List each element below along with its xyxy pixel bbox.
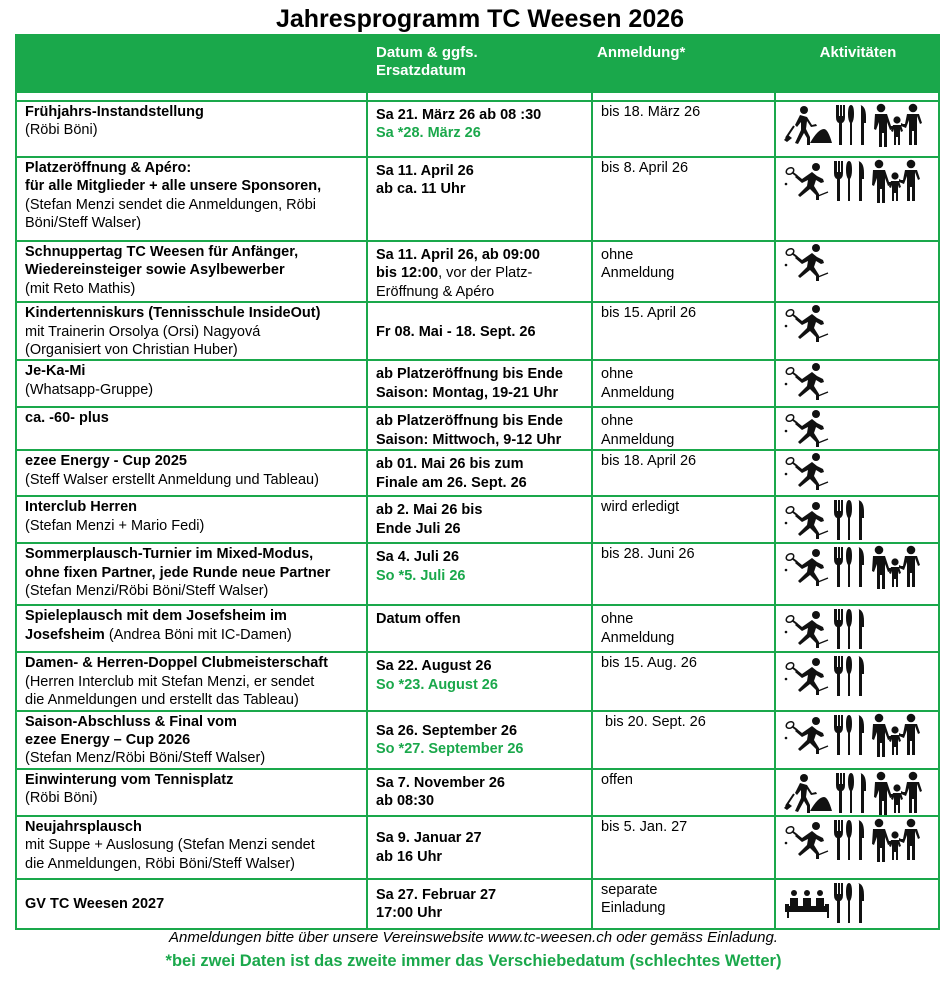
event-detail: (mit Reto Mathis) [25,280,136,297]
footer-note: Anmeldungen bitte über unsere Vereinswebsite www.tc-weesen.ch oder gemäss Einladung. [169,929,778,946]
event-date: Sa 22. August 26 [376,658,492,675]
date-cell [367,879,592,929]
activities-cell [775,879,939,929]
activities-cell [775,605,939,652]
event-title: Platzeröffnung & Apéro: [25,160,192,176]
cutlery-icon [833,498,867,542]
alternate-date: So *5. Juli 26 [376,567,466,584]
activities-cell [775,302,939,360]
registration-text: ohne [601,366,634,383]
registration-cell [592,879,775,929]
event-cell [16,157,367,241]
activities-cell [775,652,939,710]
table-row [16,879,939,929]
registration-cell [592,241,775,302]
event-date: Datum offen [376,611,461,628]
event-title: Sommerplausch-Turnier im Mixed-Modus, [25,546,314,563]
cutlery-icon [833,545,867,589]
event-date: ab Platzeröffnung bis Ende [376,366,563,383]
tennis-player-icon [784,452,830,490]
family-icon [870,545,920,589]
page-title: Jahresprogramm TC Weesen 2026 [275,5,685,33]
registration-cell [592,496,775,543]
registration-cell [592,652,775,710]
date-cell [367,360,592,407]
event-title: Je-Ka-Mi [25,363,86,380]
registration-text: bis 18. April 26 [601,453,697,470]
cutlery-icon [833,159,867,203]
family-icon [870,713,920,757]
date-cell [367,543,592,605]
meeting-icon [784,888,830,918]
event-title: Saison-Abschluss & Final vom [25,713,237,730]
event-title: Frühjahrs-Instandstellung [25,104,204,120]
event-cell [16,241,367,302]
cutlery-icon [835,103,869,147]
tennis-player-icon [784,657,830,695]
event-date: Sa 9. Januar 27 [376,830,482,847]
activities-cell [775,101,939,157]
event-date: Sa 26. September 26 [376,722,518,739]
registration-cell [592,605,775,652]
event-date: Sa 11. April 26, ab 09:00 [376,247,540,263]
event-date: ab 16 Uhr [376,848,443,865]
event-date: Finale am 26. Sept. 26 [376,474,527,491]
event-title: ohne fixen Partner, jede Runde neue Partner [25,564,331,581]
tennis-player-icon [784,409,830,447]
tennis-player-icon [784,501,830,539]
event-date: Saison: Montag, 19-21 Uhr [376,384,559,401]
header-activities: Aktivitäten [775,35,939,92]
table-row [16,769,939,816]
event-title: Josefsheim [25,626,105,643]
table-row [16,450,939,496]
registration-text: wird erledigt [601,499,680,516]
event-detail: die Anmeldungen und erstellt das Tableau) [25,692,299,709]
event-date: Sa 11. April 26 [376,163,474,179]
event-detail: (Whatsapp-Gruppe) [25,381,154,398]
family-icon [870,818,920,862]
registration-text: bis 8. April 26 [601,160,689,176]
event-detail: (Röbi Böni) [25,122,98,139]
registration-cell [592,711,775,769]
worker-icon [784,105,832,145]
header-date: Datum & ggfs. Ersatzdatum [367,35,592,92]
event-title: Schnuppertag TC Weesen für Anfänger, [25,244,299,260]
registration-text: ohne [601,247,634,263]
activities-cell [775,360,939,407]
header-registration: Anmeldung* [592,35,775,92]
event-detail: (Andrea Böni mit IC-Damen) [104,626,292,643]
event-cell [16,360,367,407]
table-row [16,360,939,407]
event-detail: (Röbi Böni) [25,790,98,807]
registration-text: bis 28. Juni 26 [601,546,695,563]
table-row [16,241,939,302]
event-title: Interclub Herren [25,499,137,516]
activities-cell [775,241,939,302]
event-date: Sa 4. Juli 26 [376,549,460,566]
event-cell [16,302,367,360]
event-date: ab ca. 11 Uhr [376,181,466,198]
registration-text: bis 5. Jan. 27 [601,818,688,835]
registration-text: offen [601,771,633,788]
date-cell [367,605,592,652]
activities-cell [775,496,939,543]
event-title: Kindertenniskurs (Tennisschule InsideOut) [25,305,321,322]
date-cell [367,407,592,450]
tennis-player-icon [784,610,830,648]
date-cell [367,816,592,879]
date-cell [367,496,592,543]
registration-cell [592,816,775,879]
event-detail: (Organisiert von Christian Huber) [25,342,238,359]
event-detail: mit Suppe + Auslosung (Stefan Menzi sendet [25,837,315,854]
registration-cell [592,543,775,605]
footer-star-note: *bei zwei Daten ist das zweite immer das Verschiebedatum (schlechtes Wetter) [165,952,782,970]
event-cell [16,605,367,652]
event-date: Sa 21. März 26 ab 08 :30 [376,107,542,123]
date-cell [367,769,592,816]
registration-cell [592,450,775,496]
family-icon [872,771,922,815]
alternate-date: So *23. August 26 [376,676,498,693]
event-title: ezee Energy – Cup 2026 [25,732,191,749]
registration-text: Einladung [601,900,666,917]
registration-text: Anmeldung [601,629,675,646]
event-date: ab Platzeröffnung bis Ende [376,413,563,430]
event-cell [16,879,367,929]
cutlery-icon [833,881,867,925]
cutlery-icon [833,654,867,698]
table-row [16,652,939,710]
registration-text: bis 20. Sept. 26 [601,713,706,730]
cutlery-icon [835,771,869,815]
event-date: Ende Juli 26 [376,520,461,537]
event-date: Sa 27. Februar 27 [376,886,497,903]
date-cell [367,157,592,241]
date-cell [367,241,592,302]
event-date: ab 08:30 [376,793,435,810]
tennis-player-icon [784,716,830,754]
alternate-date: So *27. September 26 [376,741,524,758]
activities-cell [775,543,939,605]
table-row [16,157,939,241]
event-cell [16,711,367,769]
event-title: Spieleplausch mit dem Josefsheim im [25,608,287,625]
registration-text: bis 15. Aug. 26 [601,655,697,672]
event-detail: (Stefan Menzi/Röbi Böni/Steff Walser) [25,583,269,600]
date-cell [367,711,592,769]
registration-cell [592,101,775,157]
event-title: ca. -60- plus [25,410,109,427]
table-row [16,605,939,652]
event-date: ab 01. Mai 26 bis zum [376,456,524,473]
event-title: Neujahrsplausch [25,818,142,835]
registration-cell [592,360,775,407]
alternate-date: Sa *28. März 26 [376,125,481,142]
registration-cell [592,769,775,816]
event-detail: (Steff Walser erstellt Anmeldung und Tableau) [25,471,319,488]
event-title: GV TC Weesen 2027 [25,896,165,913]
registration-cell [592,407,775,450]
registration-text: Anmeldung [601,431,675,448]
event-cell [16,101,367,157]
table-spacer-row [16,92,939,101]
event-detail: (Stefan Menzi + Mario Fedi) [25,517,205,534]
activities-cell [775,769,939,816]
activities-cell [775,157,939,241]
cutlery-icon [833,713,867,757]
event-title: Damen- & Herren-Doppel Clubmeisterschaft [25,655,328,672]
event-detail: (Stefan Menzi sendet die Anmeldungen, Röbi [25,196,316,213]
event-cell [16,652,367,710]
event-date: Eröffnung & Apéro [376,283,495,300]
table-row [16,101,939,157]
registration-text: ohne [601,611,634,628]
event-date: bis 12:00 [376,265,439,282]
cutlery-icon [833,607,867,651]
event-detail: (Herren Interclub mit Stefan Menzi, er sendet [25,673,315,690]
event-cell [16,496,367,543]
event-cell [16,450,367,496]
activities-cell [775,816,939,879]
event-cell [16,543,367,605]
table-row [16,543,939,605]
registration-cell [592,157,775,241]
activities-cell [775,450,939,496]
registration-text: separate [601,881,658,898]
table-row [16,711,939,769]
date-cell [367,101,592,157]
date-cell [367,302,592,360]
event-detail: die Anmeldungen, Röbi Böni/Steff Walser) [25,855,296,872]
date-cell [367,450,592,496]
event-date: Sa 7. November 26 [376,774,505,791]
event-title: für alle Mitglieder + alle unsere Sponsoren, [25,178,322,195]
table-row [16,496,939,543]
family-icon [870,159,920,203]
event-title: Einwinterung vom Tennisplatz [25,771,234,788]
registration-text: bis 18. März 26 [601,104,701,120]
event-title: Wiedereinsteiger sowie Asylbewerber [25,262,285,279]
event-detail: (Stefan Menz/Röbi Böni/Steff Walser) [25,750,266,767]
event-cell [16,407,367,450]
tennis-player-icon [784,243,830,281]
tennis-player-icon [784,362,830,400]
family-icon [872,103,922,147]
event-cell [16,816,367,879]
table-row [16,407,939,450]
activities-cell [775,407,939,450]
event-detail: Böni/Steff Walser) [25,215,142,232]
header-event [16,35,367,92]
worker-icon [784,773,832,813]
registration-text: Anmeldung [601,265,675,282]
event-date-note: , vor der Platz- [438,265,533,282]
event-title: ezee Energy - Cup 2025 [25,453,187,470]
event-detail: mit Trainerin Orsolya (Orsi) Nagyová [25,323,261,340]
registration-cell [592,302,775,360]
tennis-player-icon [784,162,830,200]
event-date: 17:00 Uhr [376,905,443,922]
event-date: ab 2. Mai 26 bis [376,502,483,519]
event-date: Saison: Mittwoch, 9-12 Uhr [376,431,562,448]
activities-cell [775,711,939,769]
registration-text: bis 15. April 26 [601,305,697,322]
cutlery-icon [833,818,867,862]
registration-text: Anmeldung [601,384,675,401]
table-header-row [16,35,939,92]
date-cell [367,652,592,710]
table-row [16,302,939,360]
tennis-player-icon [784,548,830,586]
program-table [15,34,940,930]
tennis-player-icon [784,304,830,342]
registration-text: ohne [601,413,634,430]
tennis-player-icon [784,821,830,859]
event-date: Fr 08. Mai - 18. Sept. 26 [376,323,536,340]
event-cell [16,769,367,816]
table-row [16,816,939,879]
